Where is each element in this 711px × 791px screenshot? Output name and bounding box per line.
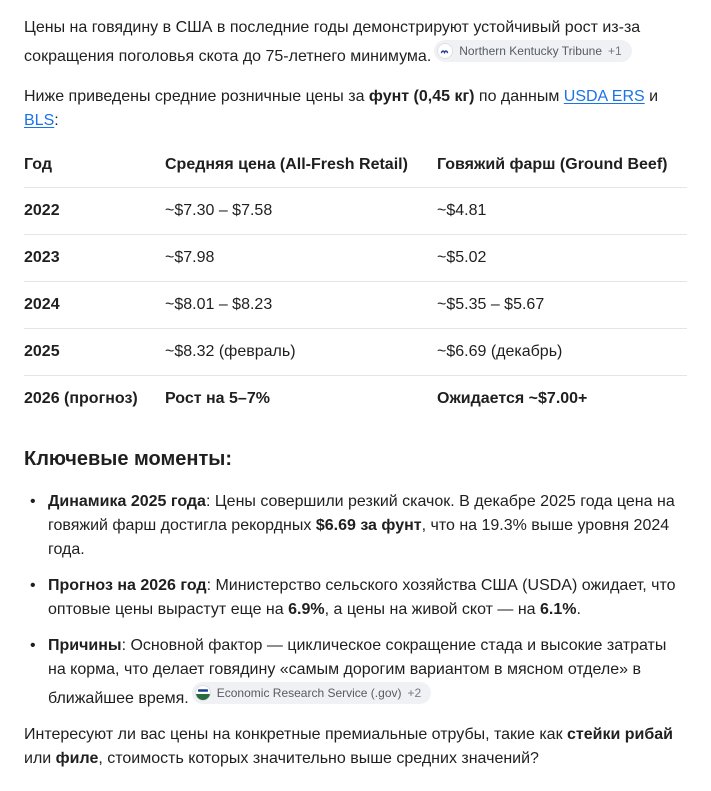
cell-avg-price: ~$7.30 – $7.58 — [165, 188, 437, 235]
cell-ground-beef: ~$5.35 – $5.67 — [437, 282, 687, 329]
citation-more-count: +2 — [407, 686, 422, 700]
table-row — [24, 235, 687, 282]
cell-ground-beef: ~$4.81 — [437, 188, 687, 235]
bullet-lead-bold: Прогноз на 2026 год — [48, 577, 207, 594]
cell-avg-price: Рост на 5–7% — [165, 390, 270, 407]
table-row — [24, 329, 687, 376]
beef-prices-table — [24, 153, 687, 422]
bullet-text: : Основной фактор — циклическое сокращение стада и высокие затраты на корма, что делает говядину «самым дорогим вариантом в мясном отделе» в ближайшее время. — [48, 637, 667, 707]
closing-end: , стоимость которых значительно выше средних значений? — [98, 750, 539, 767]
closing-paragraph — [24, 723, 687, 771]
subtitle-pre: Ниже приведены средние розничные цены за — [24, 88, 369, 105]
cell-year: 2024 — [24, 282, 165, 329]
col-header-year: Год — [24, 153, 165, 188]
cell-year: 2023 — [24, 235, 165, 282]
cell-ground-beef: Ожидается ~$7.00+ — [437, 390, 588, 407]
cell-year: 2026 (прогноз) — [24, 390, 138, 407]
list-item-causes — [48, 634, 687, 711]
cell-year: 2025 — [24, 329, 165, 376]
table-row — [24, 282, 687, 329]
bullet-inline-bold: 6.9% — [288, 601, 325, 618]
bullet-inline-bold: 6.1% — [540, 601, 577, 618]
cell-year: 2022 — [24, 188, 165, 235]
citation-label: Northern Kentucky Tribune — [459, 44, 603, 58]
cell-ground-beef: ~$6.69 (декабрь) — [437, 329, 687, 376]
table-header-row — [24, 153, 687, 188]
closing-mid: или — [24, 750, 56, 767]
citation-chip-northern-kentucky-tribune[interactable] — [434, 40, 631, 62]
intro-text: Цены на говядину в США в последние годы демонстрируют устойчивый рост из-за сокращения поголовья скота до 75-летнего минимума. — [24, 19, 641, 65]
intro-paragraph — [24, 16, 687, 69]
table-row — [24, 188, 687, 235]
cell-avg-price: ~$7.98 — [165, 235, 437, 282]
list-item-forecast-2026 — [48, 574, 687, 622]
cell-avg-price: ~$8.01 – $8.23 — [165, 282, 437, 329]
col-header-avg-price: Средняя цена (All-Fresh Retail) — [165, 153, 437, 188]
usda-ers-favicon — [195, 685, 211, 701]
bullet-text: , а цены на живой скот — на — [324, 601, 541, 618]
subtitle-conj: и — [644, 88, 659, 105]
citation-label: Economic Research Service (.gov) — [216, 686, 402, 700]
citation-more-count: +1 — [608, 44, 622, 58]
northern-kentucky-tribune-favicon — [437, 43, 453, 59]
list-item-dynamics-2025 — [48, 490, 687, 562]
closing-bold-ribeye: стейки рибай — [567, 726, 673, 743]
closing-pre: Интересуют ли вас цены на конкретные премиальные отрубы, такие как — [24, 726, 568, 743]
bls-link[interactable]: BLS — [24, 112, 55, 129]
bullet-text: : Министерство сельского хозяйства США (USDA) ожидает, что оптовые цены вырастут еще на — [48, 577, 676, 618]
bullet-lead-bold: Причины — [48, 637, 122, 654]
citation-chip-economic-research-service[interactable] — [192, 682, 431, 704]
key-points-heading: Ключевые моменты: — [24, 448, 233, 470]
subtitle-end: : — [54, 112, 59, 129]
key-points-list — [24, 490, 687, 711]
bullet-text: . — [576, 601, 581, 618]
table-row-forecast — [24, 376, 687, 423]
bullet-text: , что на 19.3% выше уровня 2024 года. — [48, 517, 670, 558]
subtitle-paragraph — [24, 85, 687, 133]
subtitle-mid: по данным — [474, 88, 564, 105]
cell-avg-price: ~$8.32 (февраль) — [165, 329, 437, 376]
usda-ers-link[interactable]: USDA ERS — [563, 88, 645, 105]
unit-bold: фунт (0,45 кг) — [368, 88, 475, 105]
closing-bold-fillet: филе — [55, 750, 99, 767]
bullet-inline-bold: $6.69 за фунт — [315, 517, 422, 534]
bullet-lead-bold: Динамика 2025 года — [48, 493, 206, 510]
bullet-text: : Цены совершили резкий скачок. В декабре 2025 года цена на говяжий фарш достигла рекордных — [48, 493, 675, 534]
col-header-ground-beef: Говяжий фарш (Ground Beef) — [437, 153, 687, 188]
cell-ground-beef: ~$5.02 — [437, 235, 687, 282]
